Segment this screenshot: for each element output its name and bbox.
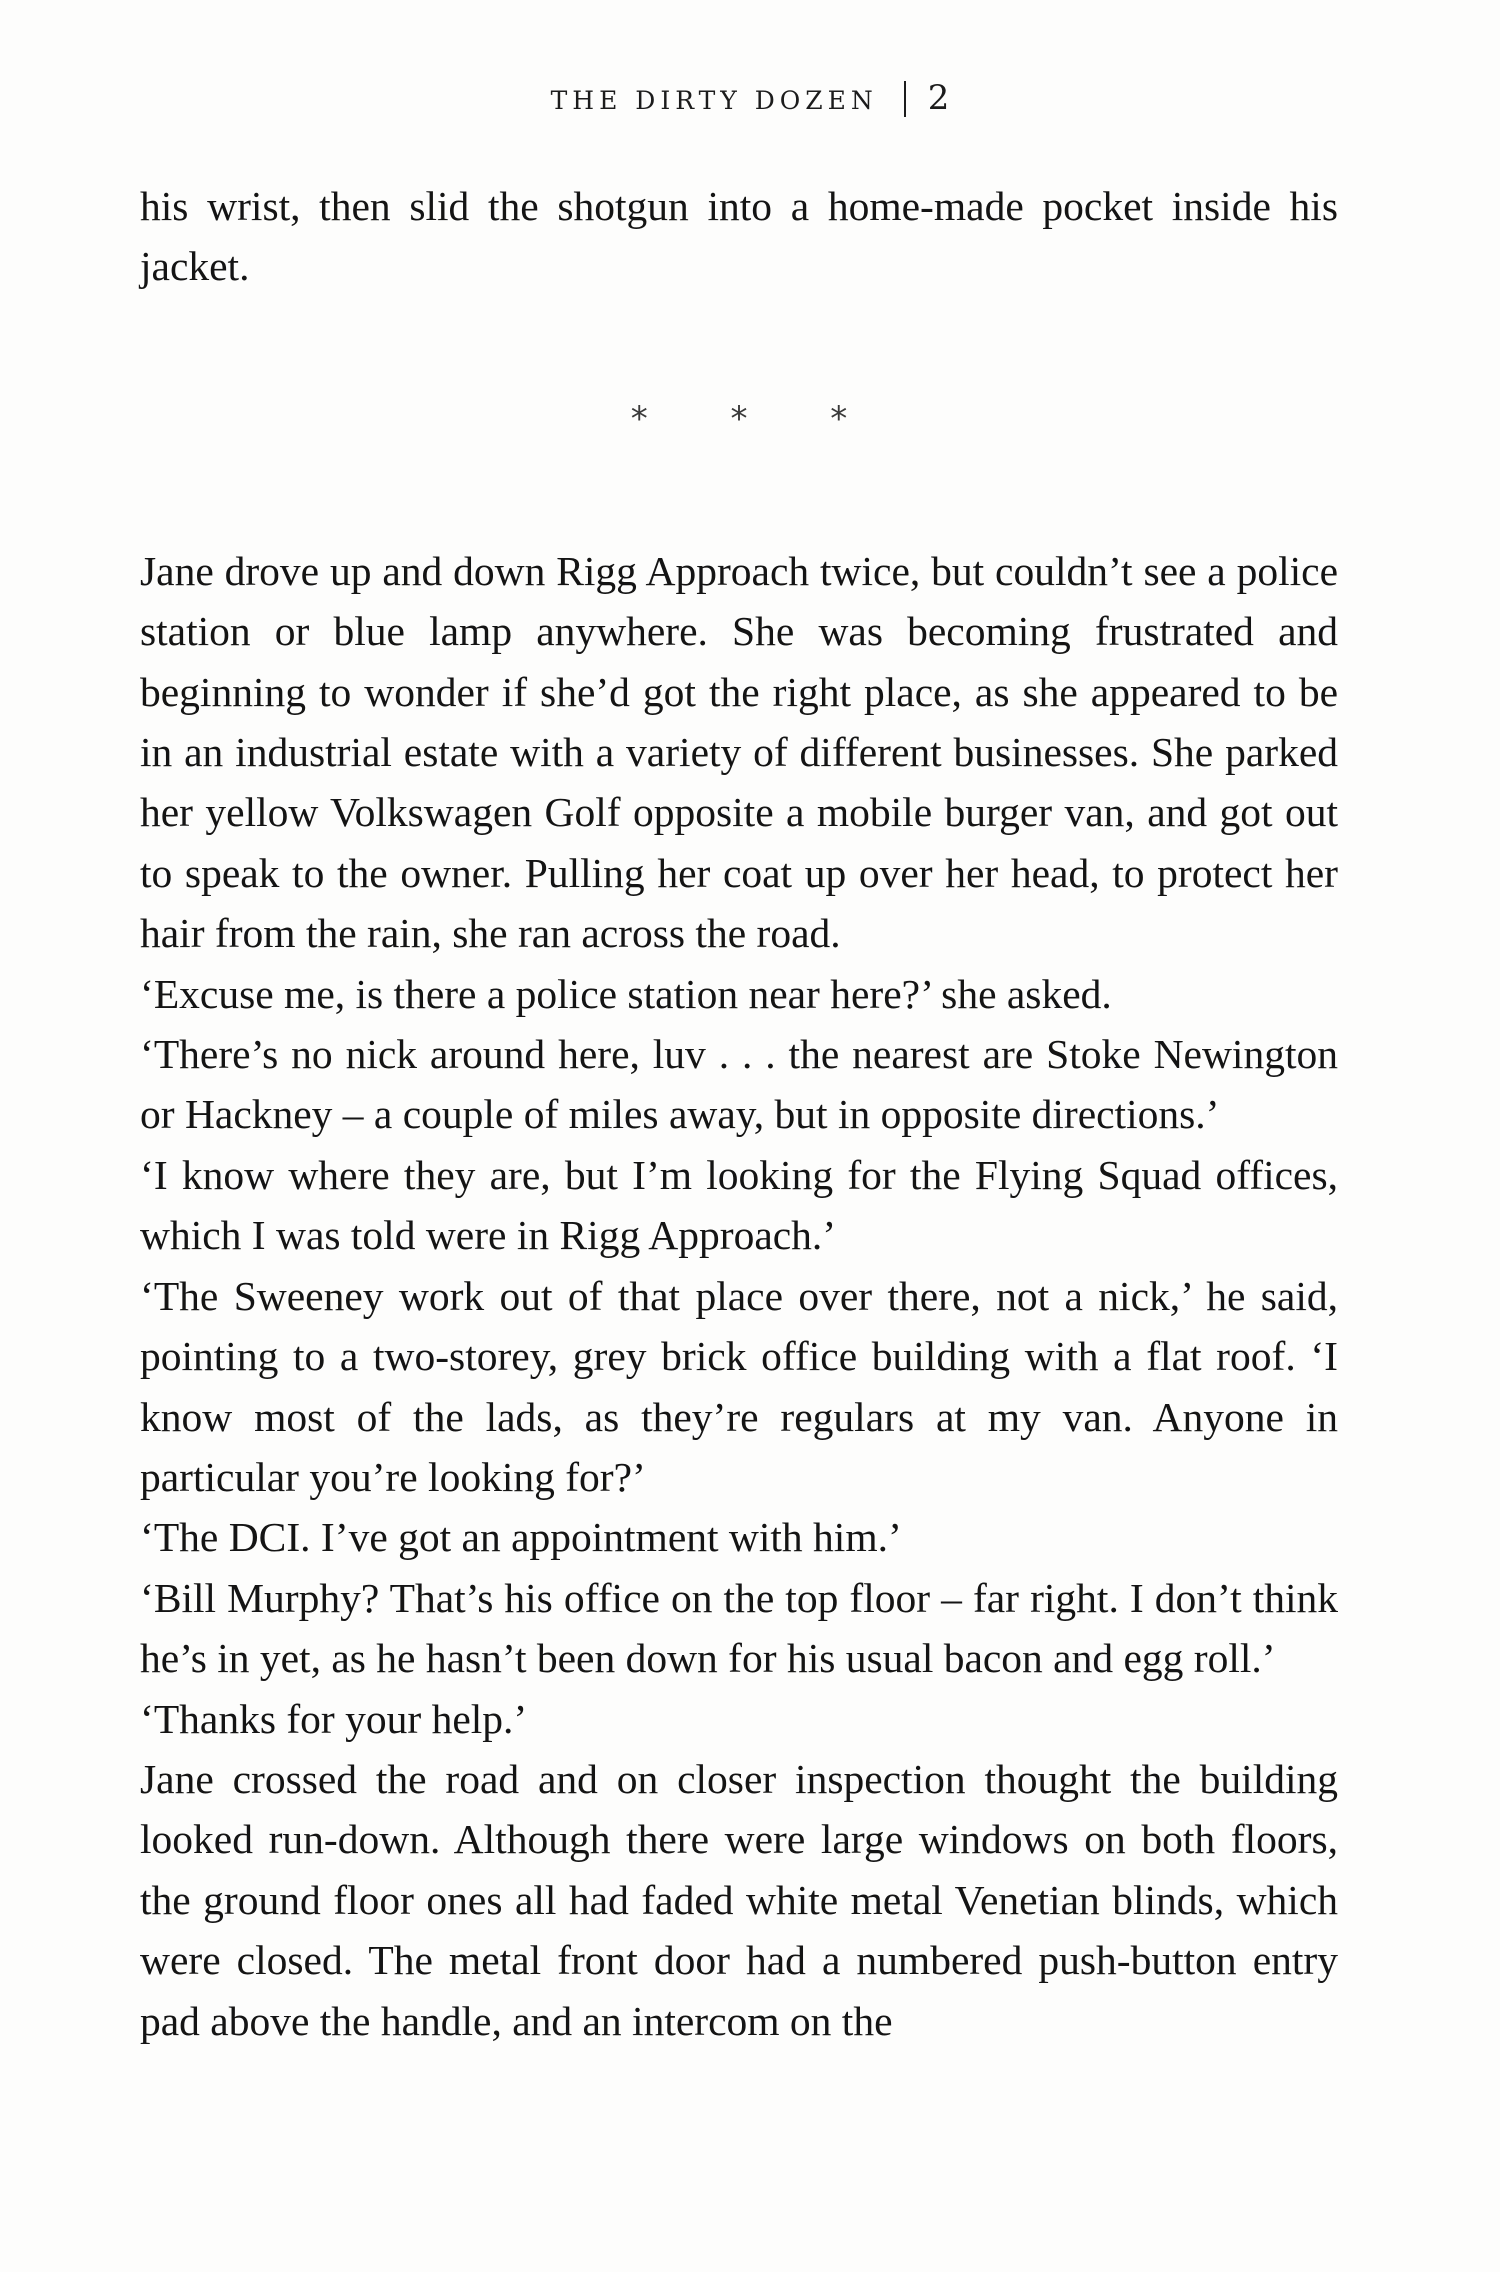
running-head (0, 78, 1500, 121)
paragraph-continuation: his wrist, then slid the shotgun into a home-made pocket inside his jacket. (140, 183, 1338, 290)
scene-break: * * * (630, 398, 884, 439)
paragraph-dialogue: ‘The DCI. I’ve got an appointment with him.’ (140, 1514, 902, 1561)
paragraph-dialogue: ‘I know where they are, but I’m looking for the Flying Squad offices, which I was told were in Rigg Approach.’ (140, 1151, 1338, 1259)
paragraph: Jane crossed the road and on closer inspection thought the building looked run-down. Although there were large windows on both floors, the ground floor ones all had faded white metal Venetian blinds, which were closed. The metal front door had a numbered push-button entry pad above the handle, and an intercom on the (140, 1755, 1338, 2044)
paragraph-dialogue: ‘Bill Murphy? That’s his office on the top floor – far right. I don’t think he’s in yet, as he hasn’t been down for his usual bacon and egg roll.’ (140, 1574, 1338, 1682)
paragraph-dialogue: ‘There’s no nick around here, luv . . . the nearest are Stoke Newington or Hackney – a couple of miles away, but in opposite directions.’ (140, 1031, 1338, 1138)
running-head-title: THE DIRTY DOZEN (550, 86, 878, 115)
paragraph-dialogue: ‘The Sweeney work out of that place over there, not a nick,’ he said, pointing to a two-storey, grey brick office building with a flat roof. ‘I know most of the lads, as they’re regulars at my van. Anyone in particular you’re looking for?’ (140, 1272, 1338, 1500)
paragraph-dialogue: ‘Excuse me, is there a police station near here?’ she asked. (140, 970, 1112, 1017)
paragraph-dialogue: ‘Thanks for your help.’ (140, 1695, 528, 1742)
paragraph: Jane drove up and down Rigg Approach twice, but couldn’t see a police station or blue lamp anywhere. She was becoming frustrated and beginning to wonder if she’d got the right place, as she appeared to be in an industrial estate with a variety of different businesses. She parked her yellow Volkswagen Golf opposite a mobile burger van, and got out to speak to the owner. Pulling her coat up over her head, to protect her hair from the rain, she ran across the road. (140, 547, 1338, 957)
page-number: 2 (927, 78, 950, 118)
body-text (140, 176, 1338, 2051)
running-head-separator (904, 81, 906, 117)
